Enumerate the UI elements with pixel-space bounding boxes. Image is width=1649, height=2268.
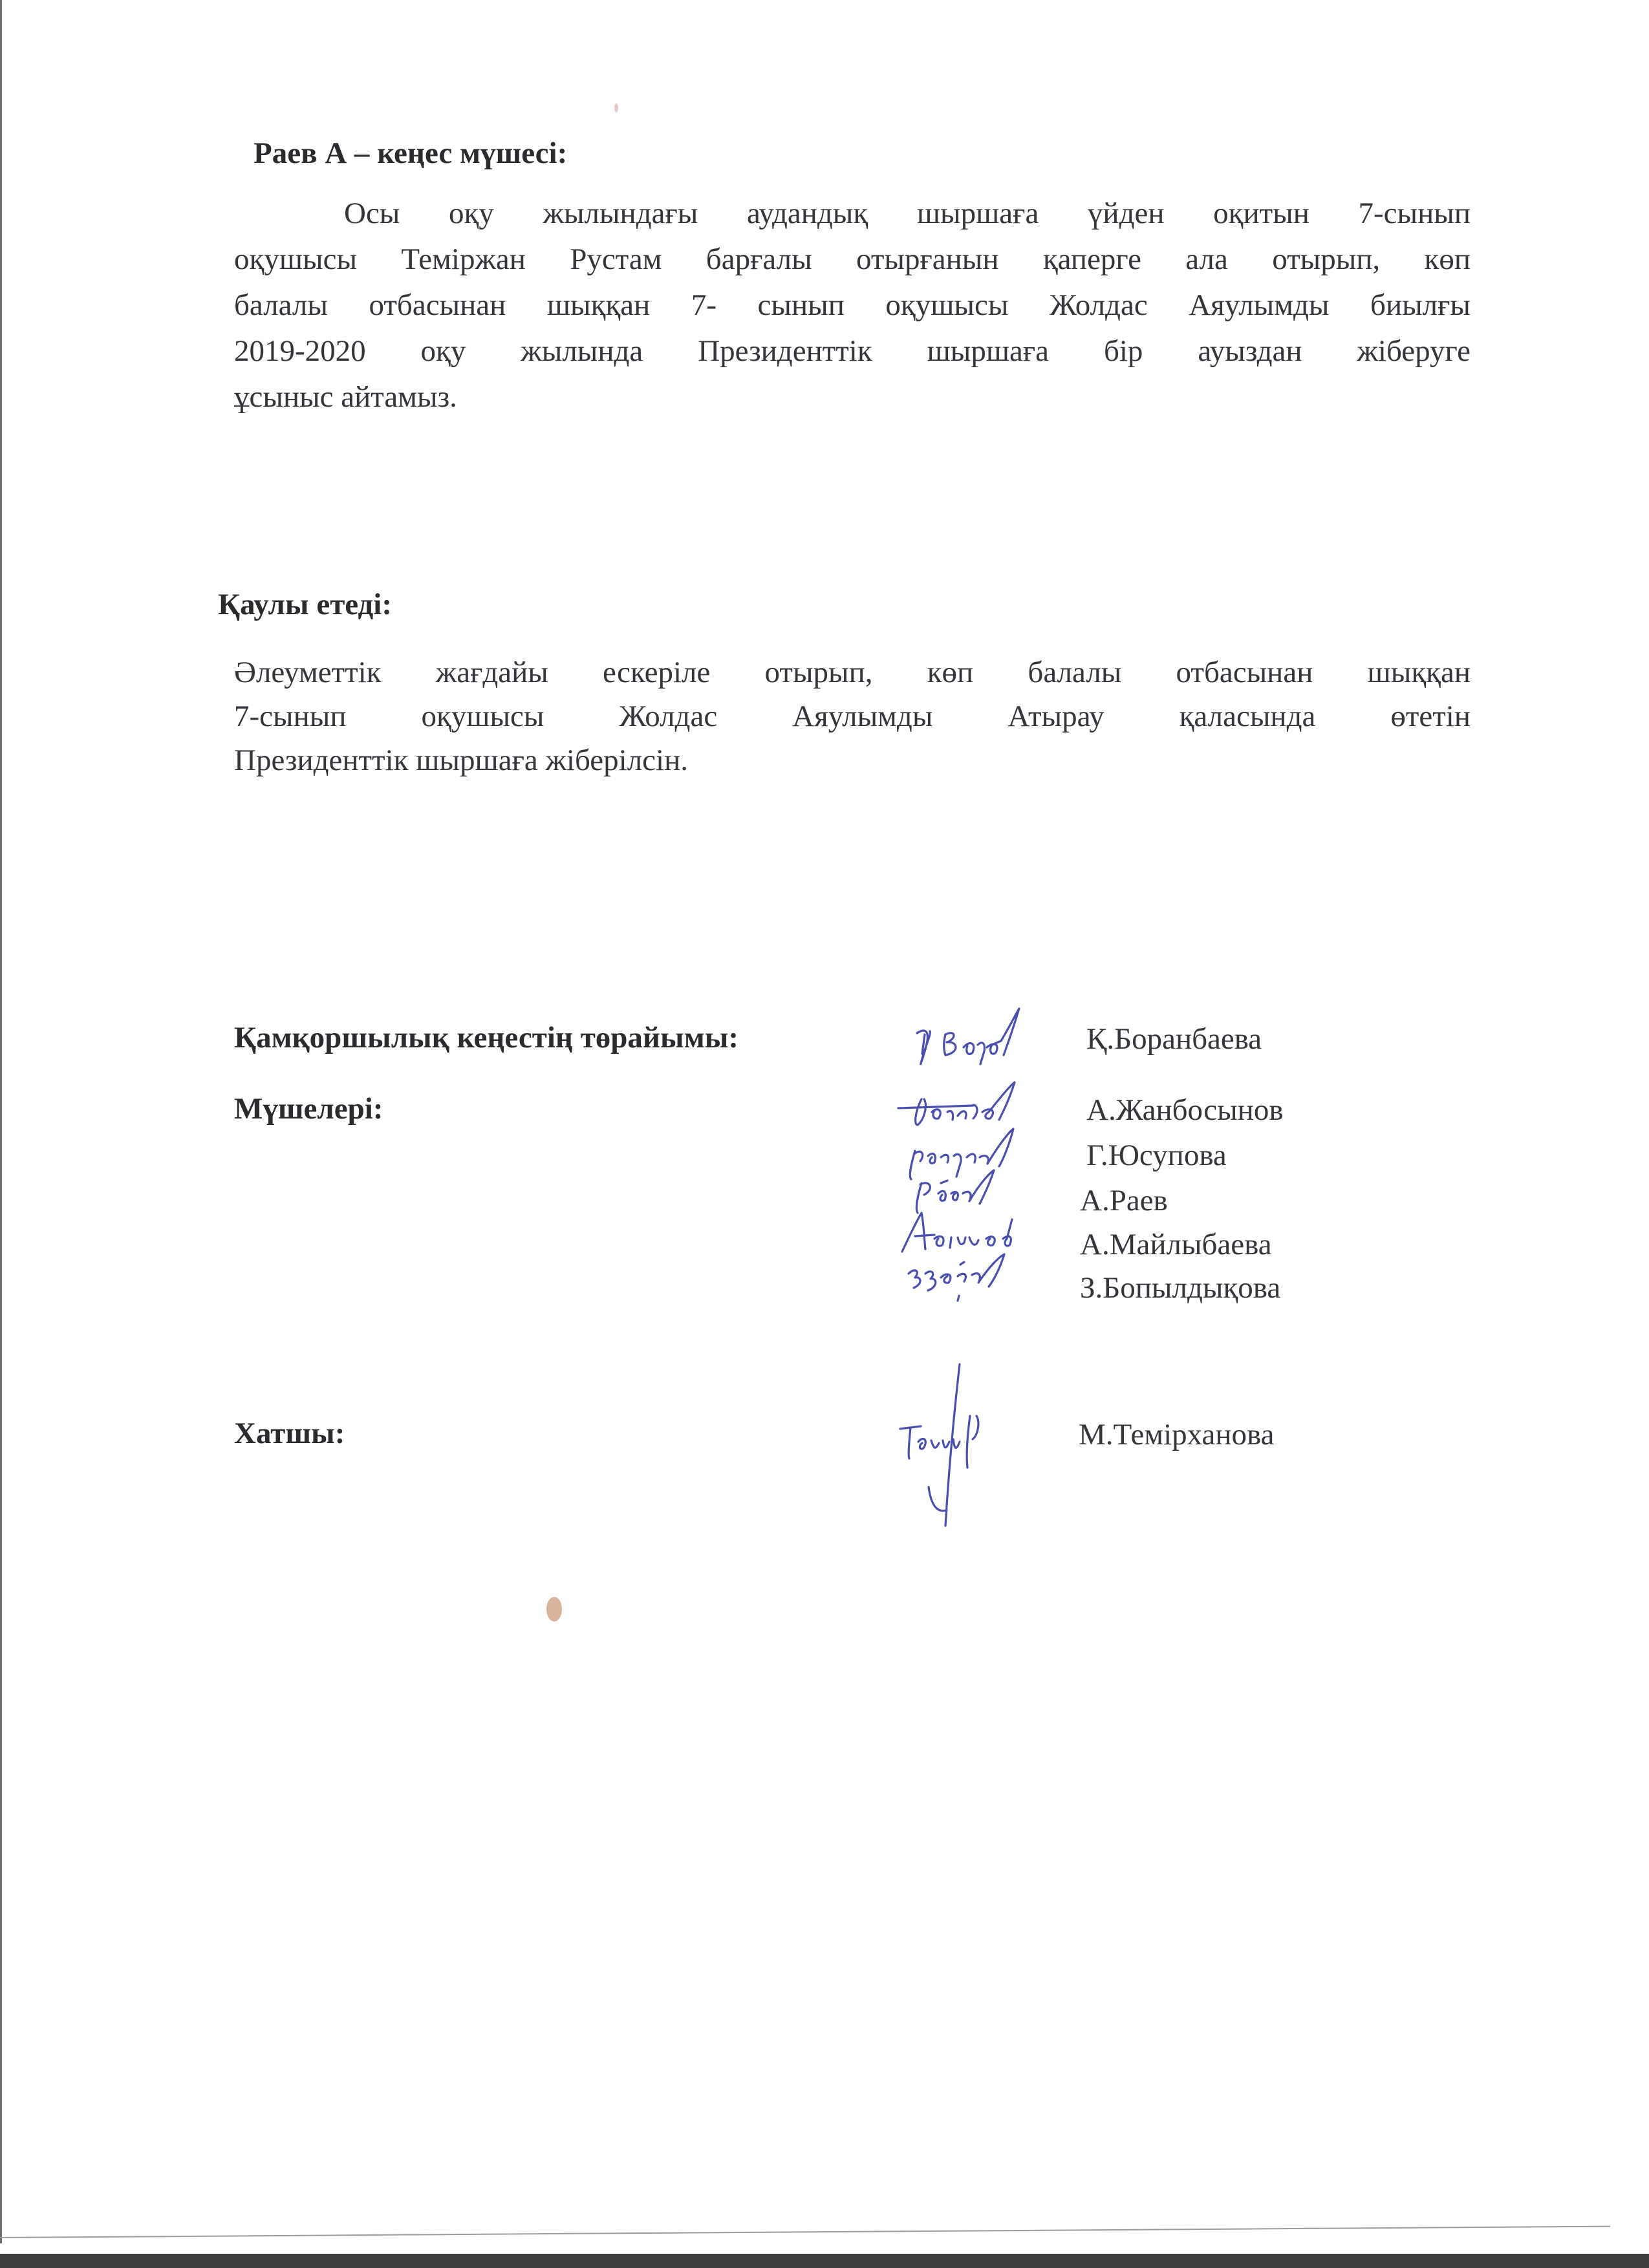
chair-signature	[905, 1002, 1061, 1073]
paragraph-line: Президенттік шыршаға жіберілсін.	[234, 744, 688, 777]
members-label: Мүшелері:	[234, 1092, 383, 1126]
secretary-name: М.Темірханова	[1079, 1418, 1275, 1451]
paragraph-line: оқушысы Теміржан Рустам барғалы отырғанын қаперге ала отырып, көп	[234, 242, 1471, 276]
paragraph-line: балалы отбасынан шыққан 7- сынып оқушысы Жолдас Аяулымды биылғы	[234, 288, 1471, 322]
member-name: Г.Юсупова	[1086, 1139, 1227, 1172]
paper-speck	[546, 1597, 562, 1621]
speaker-paragraph	[234, 191, 1471, 420]
member-name: А.Раев	[1080, 1184, 1168, 1217]
scan-edge-left	[0, 0, 2, 2243]
speaker-heading: Раев А – кеңес мүшесі:	[253, 136, 568, 170]
member-name: З.Бопылдықова	[1080, 1271, 1281, 1305]
paragraph-line: 2019-2020 оқу жылында Президенттік шыршаға бір ауыздан жіберуге	[234, 334, 1471, 368]
chair-label: Қамқоршылық кеңестің төрайымы:	[234, 1021, 739, 1054]
member-signature	[902, 1241, 1051, 1306]
scan-edge-bottom	[0, 2254, 1649, 2268]
secretary-signature	[892, 1358, 1048, 1539]
paragraph-line: Осы оқу жылындағы аудандық шыршаға үйден оқитын 7-сынып	[344, 197, 1471, 230]
paper-speck	[614, 103, 618, 112]
member-name: А.Жанбосынов	[1086, 1093, 1284, 1127]
paragraph-line: 7-сынып оқушысы Жолдас Аяулымды Атырау қаласында өтетін	[234, 700, 1471, 733]
chair-name: Қ.Боранбаева	[1086, 1022, 1262, 1056]
resolution-paragraph	[234, 650, 1471, 782]
secretary-label: Хатшы:	[234, 1417, 345, 1450]
member-signature	[896, 1080, 1064, 1131]
member-name: А.Майлыбаева	[1080, 1228, 1272, 1261]
paragraph-line: ұсыныс айтамыз.	[234, 380, 457, 414]
paragraph-line: Әлеуметтік жағдайы ескеріле отырып, көп балалы отбасынан шыққан	[234, 656, 1471, 689]
resolution-heading: Қаулы етеді:	[218, 588, 393, 621]
scan-edge-line	[0, 2226, 1610, 2238]
